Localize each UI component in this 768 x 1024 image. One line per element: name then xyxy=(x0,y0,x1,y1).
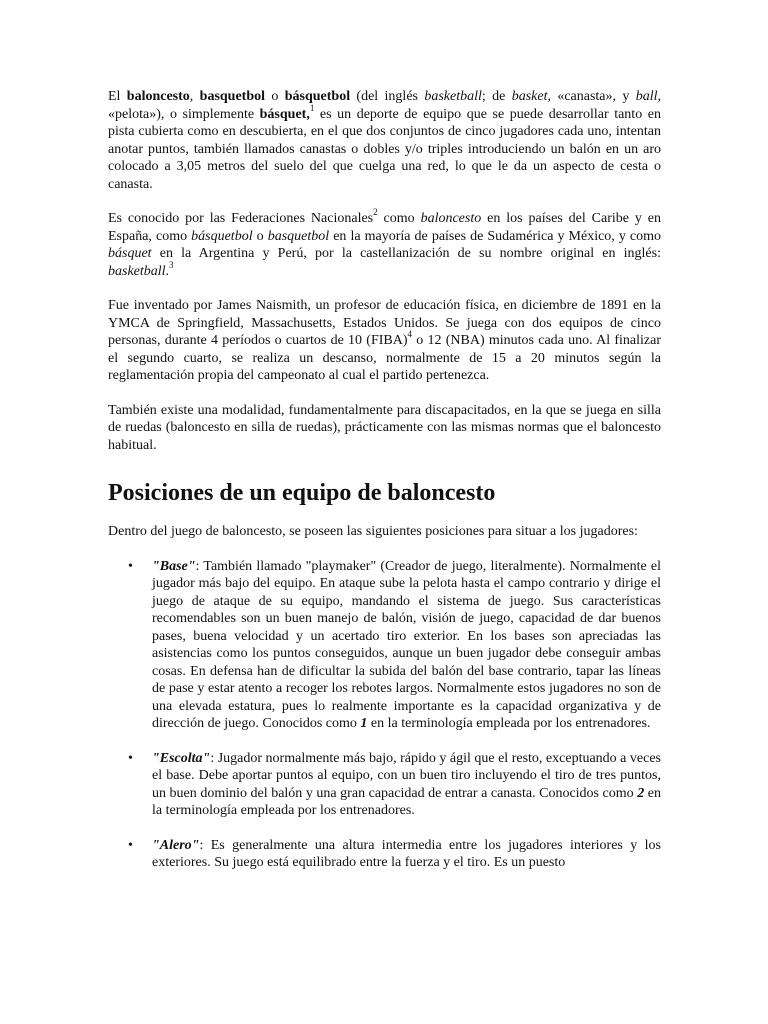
footnote-ref: 2 xyxy=(373,207,378,218)
footnote-ref: 4 xyxy=(407,329,413,340)
text-run: También existe una modalidad, fundamentalmente para discapacitados, en la que se juega en silla de ruedas (baloncesto en silla de ruedas), prácticamente con las mismas normas que el baloncesto habitual. xyxy=(108,402,661,453)
intro-paragraphs xyxy=(108,88,661,454)
text-run: , xyxy=(189,89,200,104)
text-run: (del inglés xyxy=(350,89,425,104)
text-run: Fue inventado por James Naismith, un profesor de educación física, en diciembre de 1891 en la YMCA de Springfield, Massachusetts, Estados Unidos. Se juega con dos equipos de cinco personas, durante 4 períodos o cuartos de 10 (FIBA) xyxy=(108,298,661,348)
text-run: en la terminología empleada por los entrenadores. xyxy=(367,716,651,731)
text-run: en los países del Caribe y en España, como xyxy=(108,211,662,244)
text-run: Es conocido por las Federaciones Nacionales xyxy=(108,211,374,226)
text-run: o xyxy=(252,228,268,244)
text-run: ; de xyxy=(481,89,512,104)
text-run: en la terminología empleada por los entrenadores. xyxy=(152,785,661,818)
body-paragraph xyxy=(108,88,661,193)
text-run: , «pelota»), o simplemente xyxy=(108,89,661,122)
bullet-icon: • xyxy=(128,837,133,853)
text-run: : Es generalmente una altura intermedia entre los jugadores interiores y los exteriores. Su juego está equilibrado entre la fuerza y el tiro. Es un puesto xyxy=(152,837,661,870)
emphasized-text: basquetbol xyxy=(199,89,266,104)
body-paragraph xyxy=(108,402,661,455)
text-run: . xyxy=(165,263,170,279)
text-run: es un deporte de equipo que se puede desarrollar tanto en pista cubierta como en descubierta, en el que dos conjuntos de cinco jugadores cada uno, intentan anotar puntos, también llamados canastas o dobles y/o triples introduciendo un balón en un aro colocado a 3,05 metros del suelo del que cuelga una red, lo que le da un aspecto de cesta o canasta. xyxy=(108,106,661,192)
emphasized-text: "Base" xyxy=(152,558,196,574)
emphasized-text: básquet xyxy=(259,106,307,122)
position-list-item xyxy=(108,750,661,820)
body-paragraph xyxy=(108,207,662,280)
text-run: o xyxy=(265,89,285,104)
emphasized-text: básquetbol xyxy=(284,89,351,104)
body-paragraph xyxy=(108,297,661,385)
positions-list xyxy=(108,558,661,872)
emphasized-text: 2 xyxy=(637,785,645,801)
emphasized-text: basketball xyxy=(108,263,166,279)
emphasized-text: básquet xyxy=(108,246,152,261)
text-run: en la mayoría de países de Sudamérica y México, y como xyxy=(329,228,662,244)
text-run: : También llamado "playmaker" (Creador de juego, literalmente). Normalmente el jugador más bajo del equipo. En ataque sube la pelota hasta el campo contrario y dirige el juego de ataque de su equipo, mandando el sistema de juego. Sus características recomendables son un buen manejo de balón, visión de juego, capacidad de dar buenos pases, buena velocidad y un acertado tiro exterior. En los bases son apreciadas las asistencias como los puntos conseguidos, aunque un buen jugador debe conseguir ambas cosas. En defensa han de dificultar la subida del balón del base contrario, tapar las líneas de pase y estar atento a recoger los rebotes largos. Normalmente estos jugadores no son de una elevada estatura, pues lo realmente importante es la capacidad organizativa y de dirección de juego. Conocidos como xyxy=(152,558,661,731)
emphasized-text: baloncesto xyxy=(420,211,482,226)
emphasized-text: basquetbol xyxy=(267,228,330,244)
footnote-ref: 1 xyxy=(309,102,315,113)
emphasized-text: "Alero" xyxy=(152,837,200,853)
bullet-icon: • xyxy=(128,558,133,574)
emphasized-text: 1 xyxy=(360,716,368,731)
section-intro-paragraph: Dentro del juego de baloncesto, se poseen las siguientes posiciones para situar a los jugadores: xyxy=(108,524,638,539)
emphasized-text: "Escolta" xyxy=(152,750,211,766)
document-content xyxy=(108,88,661,889)
position-list-item xyxy=(108,558,661,733)
text-run: El xyxy=(108,89,127,104)
section-heading: Posiciones de un equipo de baloncesto xyxy=(108,480,496,506)
bullet-icon: • xyxy=(128,750,133,766)
text-run: o 12 (NBA) minutos cada uno. Al finalizar el segundo cuarto, se realiza un descanso, normalmente de 15 a 20 minutos según la reglamentación propia del campeonato al cual el partido pertenezca. xyxy=(108,333,661,383)
text-run: como xyxy=(377,211,421,226)
footnote-ref: 3 xyxy=(169,259,174,270)
text-run: en la Argentina y Perú, por la castellanización de su nombre original en inglés: xyxy=(151,246,661,261)
position-list-item xyxy=(108,837,661,872)
emphasized-text: basket xyxy=(511,89,548,104)
emphasized-text: básquetbol xyxy=(191,228,253,244)
emphasized-text: ball xyxy=(635,89,658,104)
emphasized-text: , xyxy=(306,106,310,122)
emphasized-text: basketball xyxy=(424,89,482,104)
text-run: : Jugador normalmente más bajo, rápido y ágil que el resto, exceptuando a veces el base. Debe aportar puntos al equipo, con un buen tiro incluyendo el tiro de tres puntos, un buen dominio del balón y una gran capacidad de entrar a canasta. Conocidos como xyxy=(152,750,661,801)
emphasized-text: baloncesto xyxy=(126,89,190,104)
text-run: , «canasta», y xyxy=(547,89,636,104)
